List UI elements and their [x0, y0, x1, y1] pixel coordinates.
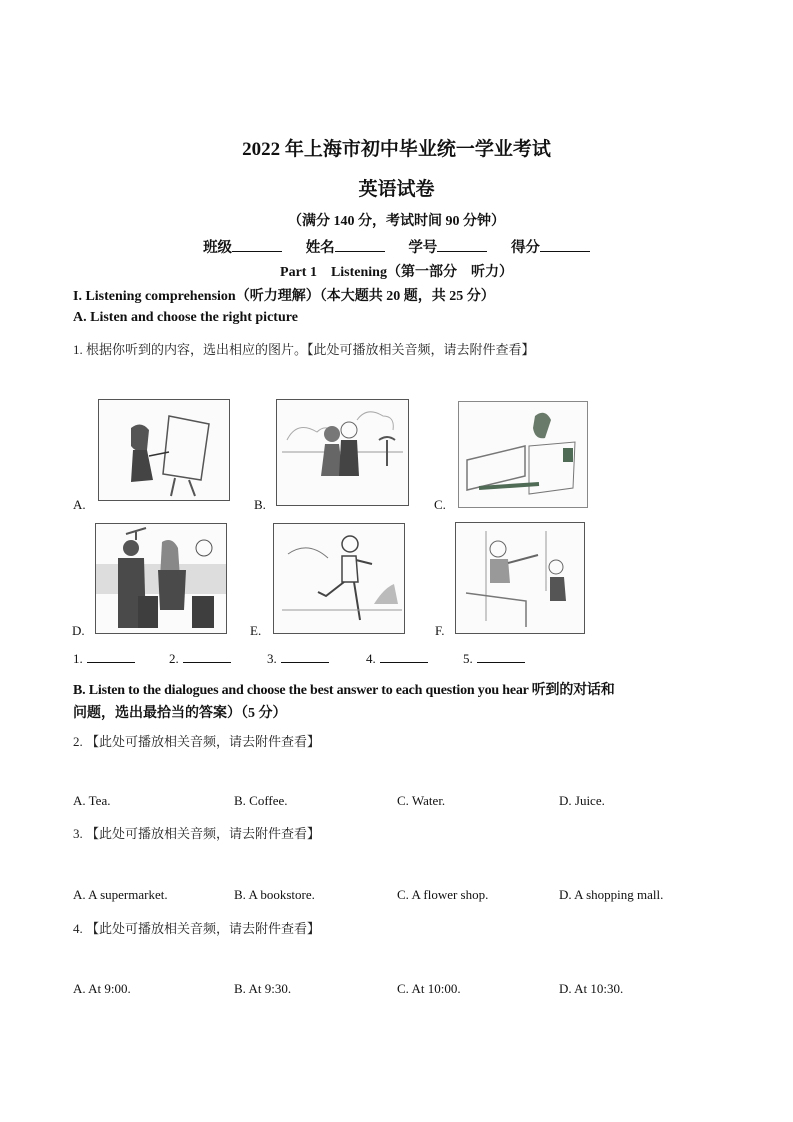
q4-option-a[interactable]: A. At 9:00. — [73, 981, 131, 996]
q2-option-a[interactable]: A. Tea. — [73, 793, 111, 808]
picture-f-label: F. — [435, 623, 445, 638]
girl-painting-illustration — [99, 400, 229, 500]
picture-c-label: C. — [434, 497, 446, 512]
q4-option-b[interactable]: B. At 9:30. — [234, 981, 292, 996]
blank-line — [477, 651, 525, 663]
section-i-heading: I. Listening comprehension（听力理解）（本大题共 20 题，共 25 分） — [73, 289, 495, 304]
picture-d-label: D. — [72, 623, 85, 638]
doorway-children-illustration — [456, 523, 584, 633]
picture-b — [276, 399, 409, 506]
score-note: （满分 140 分，考试时间 90 分钟） — [288, 214, 505, 229]
section-b-heading-line2: 问题，选出最拾当的答案）（5 分） — [73, 706, 287, 721]
blank-line — [232, 239, 282, 252]
picture-d — [95, 523, 227, 634]
section-a-heading: A. Listen and choose the right picture — [73, 310, 298, 325]
blank-line — [87, 651, 135, 663]
section-b-heading-line1: B. Listen to the dialogues and choose the best answer to each question you hear 听到的对话和 — [73, 683, 615, 698]
field-class[interactable]: 班级 — [203, 236, 282, 257]
question-1-instruction: 1. 根据你听到的内容，选出相应的图片。【此处可播放相关音频，请去附件查看】 — [73, 342, 535, 357]
picture-a-label: A. — [73, 497, 86, 512]
blank-line — [380, 651, 428, 663]
picture-e-label: E. — [250, 623, 262, 638]
exam-subtitle: 英语试卷 — [358, 179, 435, 200]
picture-b-label: B. — [254, 497, 266, 512]
q3-option-c[interactable]: C. A flower shop. — [397, 887, 489, 902]
picture-c — [458, 401, 588, 508]
q4-option-c[interactable]: C. At 10:00. — [397, 981, 461, 996]
blank-line — [281, 651, 329, 663]
q2-option-c[interactable]: C. Water. — [397, 793, 446, 808]
q3-option-b[interactable]: B. A bookstore. — [234, 887, 315, 902]
q2-option-b[interactable]: B. Coffee. — [234, 793, 288, 808]
exam-title: 2022 年上海市初中毕业统一学业考试 — [242, 139, 551, 160]
question-2-prompt: 2. 【此处可播放相关音频，请去附件查看】 — [73, 734, 321, 749]
blank-line — [437, 239, 487, 252]
running-boy-illustration — [274, 524, 404, 633]
blank-line — [540, 239, 590, 252]
picture-f — [455, 522, 585, 634]
answer-blank-4[interactable]: 4. — [366, 651, 428, 667]
answer-blank-3[interactable]: 3. — [267, 651, 329, 667]
q3-option-a[interactable]: A. A supermarket. — [73, 887, 168, 902]
answer-blank-1[interactable]: 1. — [73, 651, 135, 667]
picture-e — [273, 523, 405, 634]
answer-blank-5[interactable]: 5. — [463, 651, 525, 667]
part-heading: Part 1 Listening（第一部分 听力） — [280, 265, 513, 280]
q4-option-d[interactable]: D. At 10:30. — [559, 981, 624, 996]
blank-line — [335, 239, 385, 252]
question-3-prompt: 3. 【此处可播放相关音频，请去附件查看】 — [73, 826, 321, 841]
picture-a — [98, 399, 230, 501]
q2-option-d[interactable]: D. Juice. — [559, 793, 605, 808]
computer-user-illustration — [459, 402, 587, 507]
field-name[interactable]: 姓名 — [306, 236, 385, 257]
beach-walk-illustration — [277, 400, 408, 505]
travelers-illustration — [96, 524, 226, 633]
student-info-fields — [0, 236, 793, 257]
field-score[interactable]: 得分 — [511, 236, 590, 257]
field-student-id[interactable]: 学号 — [408, 236, 487, 257]
answer-blank-2[interactable]: 2. — [169, 651, 231, 667]
blank-line — [183, 651, 231, 663]
q3-option-d[interactable]: D. A shopping mall. — [559, 887, 664, 902]
question-4-prompt: 4. 【此处可播放相关音频，请去附件查看】 — [73, 921, 321, 936]
